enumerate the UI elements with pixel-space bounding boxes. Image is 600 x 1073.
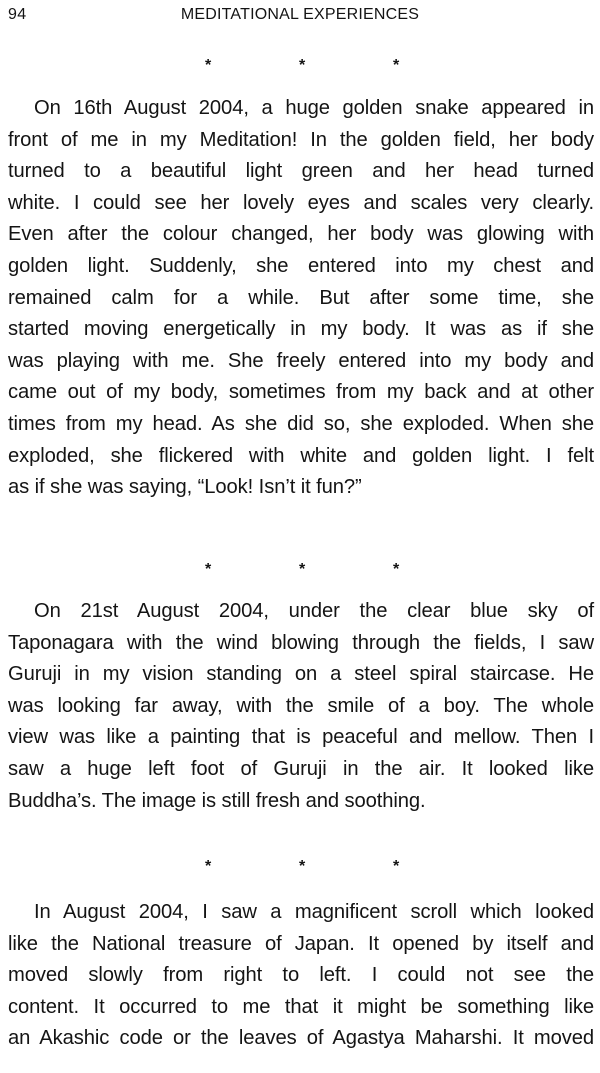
- section-separator: [0, 560, 600, 580]
- text-line: white. I could see her lovely eyes and scales very clearly.: [8, 191, 594, 214]
- separator-asterisk: *: [299, 858, 306, 875]
- separator-asterisk: *: [393, 57, 400, 74]
- text-line: like the National treasure of Japan. It opened by itself and: [8, 932, 594, 955]
- separator-asterisk: *: [299, 57, 306, 74]
- paragraph-guruji-vision: [8, 596, 594, 817]
- text-line: On 21st August 2004, under the clear blue sky of: [34, 600, 594, 622]
- separator-asterisk: *: [299, 561, 306, 578]
- separator-asterisk: *: [393, 561, 400, 578]
- separator-asterisk: *: [205, 57, 212, 74]
- text-line: saw a huge left foot of Guruji in the air. It looked like: [8, 757, 594, 780]
- text-line: Taponagara with the wind blowing through the fields, I saw: [8, 631, 594, 654]
- text-line: turned to a beautiful light green and her head turned: [8, 160, 594, 183]
- text-line: golden light. Suddenly, she entered into my chest and: [8, 254, 594, 277]
- section-separator: [0, 857, 600, 877]
- text-line: front of me in my Meditation! In the golden field, her body: [8, 128, 594, 151]
- separator-asterisk: *: [393, 858, 400, 875]
- text-line: started moving energetically in my body. It was as if she: [8, 318, 594, 341]
- running-title: MEDITATIONAL EXPERIENCES: [180, 6, 420, 23]
- text-line: an Akashic code or the leaves of Agastya Maharshi. It moved: [8, 1027, 594, 1050]
- text-line: exploded, she flickered with white and golden light. I felt: [8, 444, 594, 467]
- text-line: was looking far away, with the smile of a boy. The whole: [8, 694, 594, 717]
- running-header: [0, 6, 600, 28]
- text-line: Buddha’s. The image is still fresh and soothing.: [8, 789, 426, 812]
- section-separator: [0, 56, 600, 76]
- text-line: On 16th August 2004, a huge golden snake appeared in: [34, 97, 594, 119]
- text-line: times from my head. As she did so, she exploded. When she: [8, 412, 594, 435]
- page-number: 94: [8, 6, 27, 23]
- text-line: remained calm for a while. But after some time, she: [8, 286, 594, 309]
- text-line: content. It occurred to me that it might be something like: [8, 995, 594, 1018]
- separator-asterisk: *: [205, 858, 212, 875]
- text-line: Guruji in my vision standing on a steel spiral staircase. He: [8, 663, 594, 686]
- text-line: moved slowly from right to left. I could not see the: [8, 964, 594, 987]
- text-line: was playing with me. She freely entered into my body and: [8, 349, 594, 372]
- text-line: Even after the colour changed, her body was glowing with: [8, 223, 594, 246]
- paragraph-golden-snake: [8, 93, 594, 504]
- text-line: view was like a painting that is peaceful and mellow. Then I: [8, 726, 594, 749]
- text-line: In August 2004, I saw a magnificent scroll which looked: [34, 901, 594, 923]
- separator-asterisk: *: [205, 561, 212, 578]
- text-line: as if she was saying, “Look! Isn’t it fun?”: [8, 476, 362, 499]
- paragraph-scroll-vision: [8, 897, 594, 1055]
- text-line: came out of my body, sometimes from my back and at other: [8, 381, 594, 404]
